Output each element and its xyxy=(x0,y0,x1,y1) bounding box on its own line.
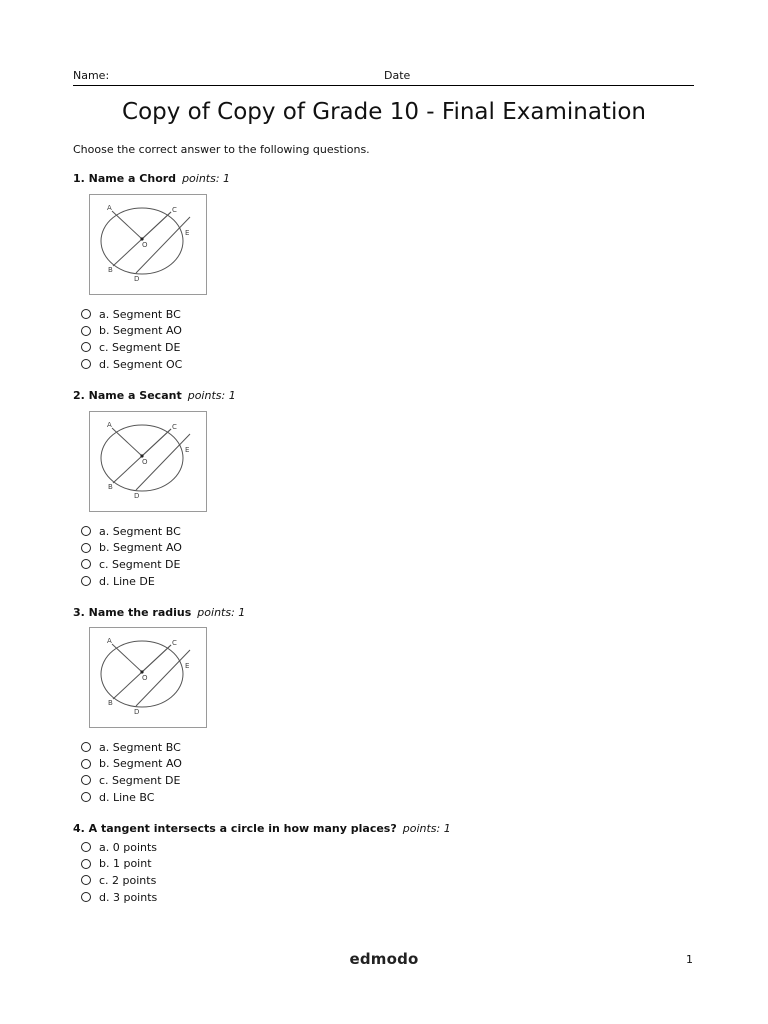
answer-options xyxy=(81,306,182,372)
question-points: points: 1 xyxy=(187,389,236,402)
page-number: 1 xyxy=(686,953,693,966)
answer-option[interactable] xyxy=(81,856,157,873)
date-label: Date xyxy=(384,69,411,82)
answer-option[interactable] xyxy=(81,306,182,323)
option-label: d. Line DE xyxy=(99,574,155,588)
radio-button-icon[interactable] xyxy=(81,859,91,869)
option-label: b. Segment AO xyxy=(99,757,182,771)
answer-option[interactable] xyxy=(81,789,182,806)
answer-options xyxy=(81,839,157,905)
answer-option[interactable] xyxy=(81,772,182,789)
option-label: a. Segment BC xyxy=(99,307,181,321)
answer-option[interactable] xyxy=(81,540,182,557)
label-c: C xyxy=(172,423,177,431)
question-3 xyxy=(73,606,245,619)
label-e: E xyxy=(185,229,190,237)
segment-ao xyxy=(112,211,142,239)
answer-option[interactable] xyxy=(81,573,182,590)
circle-diagram xyxy=(90,628,206,727)
circle-diagram xyxy=(90,195,206,294)
question-points: points: 1 xyxy=(182,172,231,185)
question-title: 4. A tangent intersects a circle in how many places? xyxy=(73,822,397,835)
circle-figure xyxy=(89,411,207,512)
answer-option[interactable] xyxy=(81,756,182,773)
segment-ao xyxy=(112,644,142,672)
question-2 xyxy=(73,389,236,402)
label-b: B xyxy=(108,699,113,707)
label-o: O xyxy=(142,241,148,249)
radio-button-icon[interactable] xyxy=(81,326,91,336)
radio-button-icon[interactable] xyxy=(81,892,91,902)
radio-button-icon[interactable] xyxy=(81,526,91,536)
question-4 xyxy=(73,822,451,835)
answer-option[interactable] xyxy=(81,872,157,889)
circle-figure xyxy=(89,627,207,728)
header-line xyxy=(73,68,694,86)
option-label: c. Segment DE xyxy=(99,557,181,571)
radio-button-icon[interactable] xyxy=(81,543,91,553)
label-a: A xyxy=(107,421,112,429)
option-label: b. Segment AO xyxy=(99,324,182,338)
answer-option[interactable] xyxy=(81,339,182,356)
option-label: d. 3 points xyxy=(99,890,158,904)
label-d: D xyxy=(134,708,140,716)
label-a: A xyxy=(107,637,112,645)
label-c: C xyxy=(172,639,177,647)
option-label: b. 1 point xyxy=(99,857,152,871)
question-points: points: 1 xyxy=(402,822,451,835)
edmodo-logo: edmodo xyxy=(349,950,419,968)
label-c: C xyxy=(172,206,177,214)
question-points: points: 1 xyxy=(197,606,246,619)
option-label: c. Segment DE xyxy=(99,773,181,787)
label-b: B xyxy=(108,266,113,274)
radio-button-icon[interactable] xyxy=(81,342,91,352)
option-label: c. 2 points xyxy=(99,873,157,887)
radio-button-icon[interactable] xyxy=(81,559,91,569)
instructions: Choose the correct answer to the following questions. xyxy=(73,143,370,156)
radio-button-icon[interactable] xyxy=(81,842,91,852)
circle-figure xyxy=(89,194,207,295)
question-1 xyxy=(73,172,230,185)
label-b: B xyxy=(108,483,113,491)
option-label: b. Segment AO xyxy=(99,541,182,555)
question-title: 3. Name the radius xyxy=(73,606,192,619)
option-label: d. Line BC xyxy=(99,790,155,804)
option-label: c. Segment DE xyxy=(99,340,181,354)
label-e: E xyxy=(185,662,190,670)
radio-button-icon[interactable] xyxy=(81,576,91,586)
label-a: A xyxy=(107,204,112,212)
answer-option[interactable] xyxy=(81,839,157,856)
label-o: O xyxy=(142,458,148,466)
segment-ao xyxy=(112,428,142,456)
radio-button-icon[interactable] xyxy=(81,309,91,319)
answer-option[interactable] xyxy=(81,323,182,340)
answer-option[interactable] xyxy=(81,889,157,906)
radio-button-icon[interactable] xyxy=(81,875,91,885)
label-d: D xyxy=(134,275,140,283)
name-label: Name: xyxy=(73,69,110,82)
page-title: Copy of Copy of Grade 10 - Final Examination xyxy=(122,99,646,125)
option-label: d. Segment OC xyxy=(99,357,183,371)
radio-button-icon[interactable] xyxy=(81,742,91,752)
radio-button-icon[interactable] xyxy=(81,792,91,802)
circle-diagram xyxy=(90,412,206,511)
label-e: E xyxy=(185,446,190,454)
answer-option[interactable] xyxy=(81,739,182,756)
option-label: a. Segment BC xyxy=(99,524,181,538)
answer-option[interactable] xyxy=(81,556,182,573)
radio-button-icon[interactable] xyxy=(81,359,91,369)
answer-option[interactable] xyxy=(81,356,182,373)
label-d: D xyxy=(134,492,140,500)
label-o: O xyxy=(142,674,148,682)
answer-options xyxy=(81,523,182,589)
radio-button-icon[interactable] xyxy=(81,759,91,769)
answer-option[interactable] xyxy=(81,523,182,540)
answer-options xyxy=(81,739,182,805)
option-label: a. 0 points xyxy=(99,840,158,854)
radio-button-icon[interactable] xyxy=(81,775,91,785)
question-title: 1. Name a Chord xyxy=(73,172,177,185)
question-title: 2. Name a Secant xyxy=(73,389,182,402)
option-label: a. Segment BC xyxy=(99,740,181,754)
